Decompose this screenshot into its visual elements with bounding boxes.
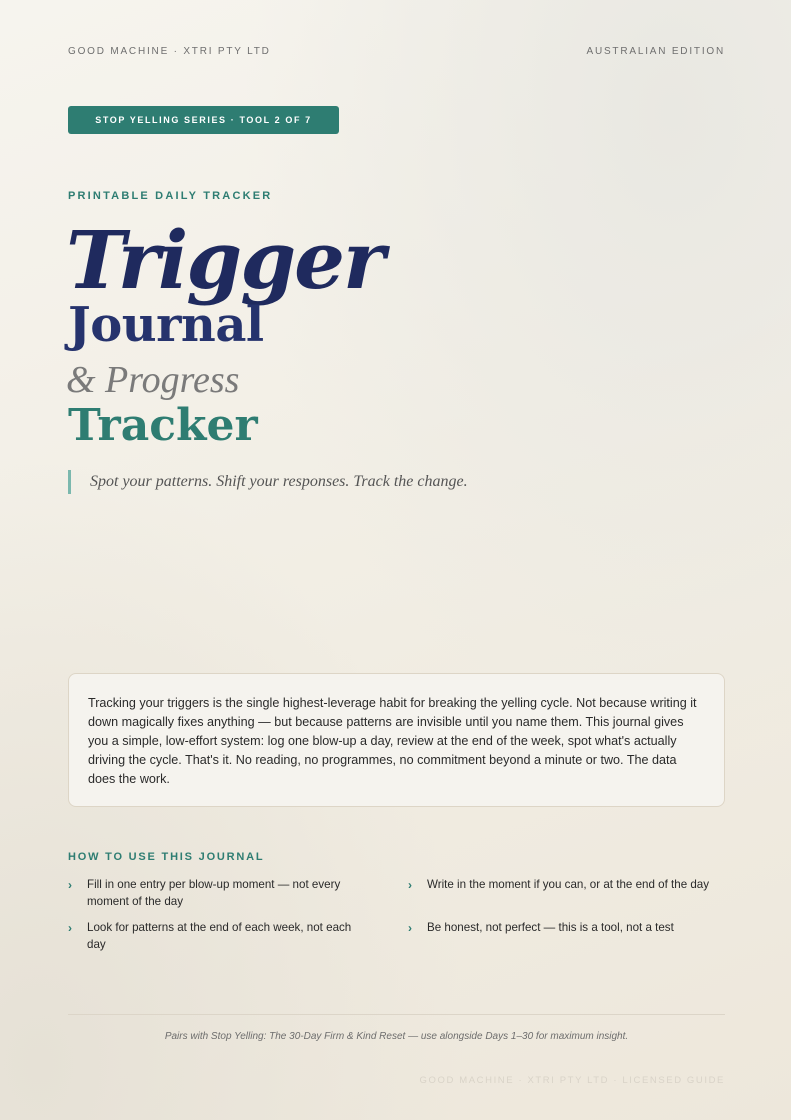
intro-box — [68, 673, 725, 807]
title-and-progress: & Progress — [66, 359, 240, 401]
how-to-title: HOW TO USE THIS JOURNAL — [68, 851, 265, 863]
footer-divider — [68, 1014, 725, 1015]
tagline — [68, 470, 468, 494]
list-item-text: Be honest, not perfect — this is a tool, not a test — [427, 921, 674, 934]
list-item-text: Fill in one entry per blow-up moment — not every moment of the day — [87, 878, 341, 908]
tagline-text: Spot your patterns. Shift your responses. Track the change. — [90, 473, 468, 490]
title-journal: Journal — [68, 297, 264, 353]
list-item-text: Write in the moment if you can, or at the end of the day — [427, 878, 710, 891]
title-tracker: Tracker — [68, 400, 258, 451]
how-to-list — [68, 877, 728, 953]
series-badge-label: STOP YELLING SERIES · TOOL 2 OF 7 — [95, 115, 312, 125]
footer-mark: GOOD MACHINE · XTRI PTY LTD · LICENSED GUIDE — [419, 1075, 725, 1086]
chevron-right-icon: › — [68, 878, 72, 892]
series-badge — [68, 106, 339, 134]
chevron-right-icon: › — [68, 921, 72, 935]
publisher-label: GOOD MACHINE · XTRI PTY LTD — [68, 46, 271, 57]
title-trigger: Trigger — [66, 213, 384, 307]
chevron-right-icon: › — [408, 921, 412, 935]
edition-label: AUSTRALIAN EDITION — [586, 46, 725, 57]
list-item — [68, 920, 408, 953]
list-item — [408, 920, 728, 953]
list-item — [408, 877, 728, 910]
chevron-right-icon: › — [408, 878, 412, 892]
top-bar — [68, 46, 725, 57]
list-item — [68, 877, 408, 910]
pairs-note: Pairs with Stop Yelling: The 30-Day Firm & Kind Reset — use alongside Days 1–30 for maximum insight. — [164, 1031, 629, 1042]
list-item-text: Look for patterns at the end of each week, not each day — [87, 921, 352, 951]
intro-text: Tracking your triggers is the single highest-leverage habit for breaking the yelling cycle. Not because writing it down magically fixes anything — but because patterns are invisible until you name them. This journal gives you a simple, low-effort system: log one blow-up a day, review at the end of the week, spot what's actually driving the cycle. That's it. No reading, no programmes, no commitment beyond a minute or two. The data does the work. — [88, 696, 697, 786]
eyebrow-label: PRINTABLE DAILY TRACKER — [68, 190, 273, 202]
